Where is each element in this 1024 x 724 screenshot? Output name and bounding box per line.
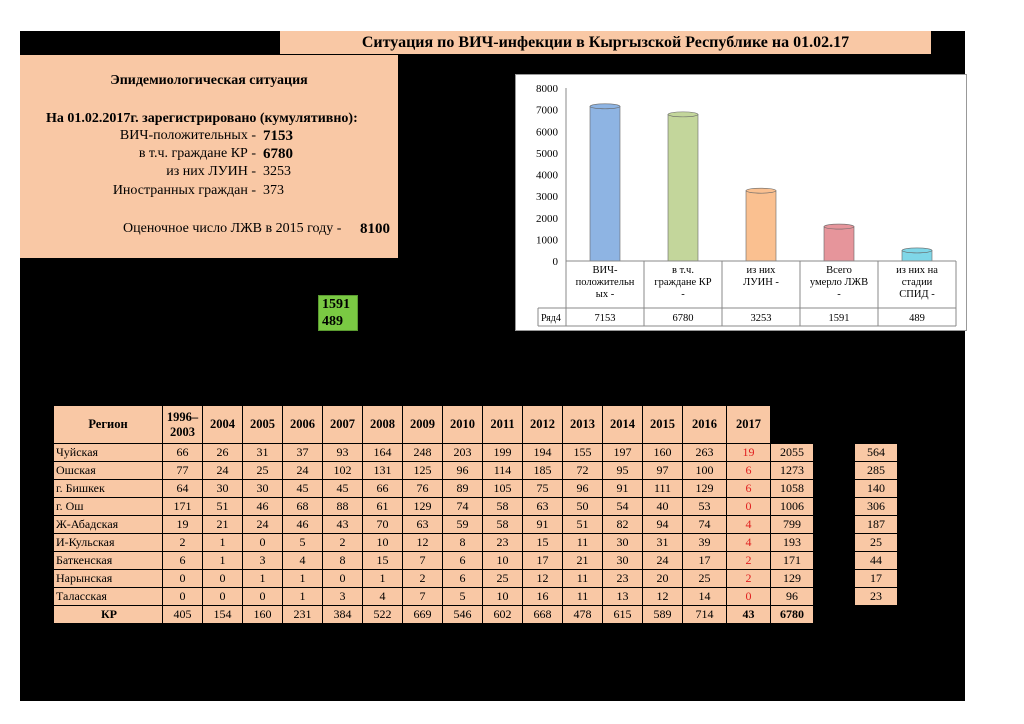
cell-extra <box>855 606 898 624</box>
cell-value: 70 <box>363 516 403 534</box>
cell-value: 30 <box>603 534 643 552</box>
cell-value: 384 <box>323 606 363 624</box>
cell-region: Ж-Абадская <box>54 516 163 534</box>
cell-total: 6780 <box>771 606 814 624</box>
table-row <box>54 570 899 588</box>
cell-value: 50 <box>563 498 603 516</box>
cell-value: 76 <box>403 480 443 498</box>
cell-value: 3 <box>243 552 283 570</box>
header-year: 2004 <box>203 406 243 444</box>
cell-value: 3 <box>323 588 363 606</box>
category-label: ых - <box>595 289 615 300</box>
cell-total: 96 <box>771 588 814 606</box>
cell-value: 164 <box>363 444 403 462</box>
cell-value: 10 <box>483 588 523 606</box>
value-label: 6780 <box>672 313 694 324</box>
bar-top <box>668 112 698 117</box>
value-label: 3253 <box>750 313 772 324</box>
y-tick-label: 1000 <box>536 234 558 247</box>
header-year: 2016 <box>683 406 727 444</box>
cell-value: 405 <box>163 606 203 624</box>
cell-region: Баткенская <box>54 552 163 570</box>
cell-value: 63 <box>403 516 443 534</box>
cell-value: 171 <box>163 498 203 516</box>
cell-value: 602 <box>483 606 523 624</box>
cell-value: 95 <box>603 462 643 480</box>
bar-chart <box>515 74 967 331</box>
cell-total: 1006 <box>771 498 814 516</box>
cell-value: 51 <box>203 498 243 516</box>
cell-value: 185 <box>523 462 563 480</box>
cell-value: 96 <box>443 462 483 480</box>
cell-extra: 306 <box>855 498 898 516</box>
stat-label: из них ЛУИН - <box>166 164 256 179</box>
cell-value: 64 <box>163 480 203 498</box>
cell-extra: 44 <box>855 552 898 570</box>
y-tick-label: 5000 <box>536 147 558 160</box>
cell-value: 1 <box>203 552 243 570</box>
cell-value: 75 <box>523 480 563 498</box>
cell-value: 39 <box>683 534 727 552</box>
cell-value: 43 <box>323 516 363 534</box>
cell-value: 53 <box>683 498 727 516</box>
cell-total: 2055 <box>771 444 814 462</box>
cell-value: 248 <box>403 444 443 462</box>
cell-value: 129 <box>683 480 727 498</box>
cell-total: 171 <box>771 552 814 570</box>
cell-value: 30 <box>603 552 643 570</box>
cell-value: 40 <box>643 498 683 516</box>
cell-value: 59 <box>443 516 483 534</box>
table-row <box>54 498 899 516</box>
header-year: 2005 <box>243 406 283 444</box>
cell-value: 20 <box>643 570 683 588</box>
cell-value: 46 <box>283 516 323 534</box>
highlight-value-2: 489 <box>322 314 343 329</box>
spacer <box>814 516 855 534</box>
cell-value: 589 <box>643 606 683 624</box>
cell-value: 88 <box>323 498 363 516</box>
stat-value: 6780 <box>263 146 293 162</box>
category-label: положительн <box>575 277 635 288</box>
cell-value: 12 <box>403 534 443 552</box>
cell-value: 4 <box>283 552 323 570</box>
header-spacer <box>814 406 855 444</box>
bar-top <box>746 188 776 193</box>
cell-total: 129 <box>771 570 814 588</box>
cell-value: 0 <box>323 570 363 588</box>
cell-value: 194 <box>523 444 563 462</box>
cell-value: 263 <box>683 444 727 462</box>
cell-value: 1 <box>363 570 403 588</box>
cell-value: 94 <box>643 516 683 534</box>
cell-value: 14 <box>683 588 727 606</box>
cell-value: 129 <box>403 498 443 516</box>
header-spacer <box>855 406 898 444</box>
bar-top <box>590 104 620 109</box>
cell-value: 19 <box>727 444 771 462</box>
category-label: СПИД - <box>899 289 935 300</box>
cell-value: 15 <box>523 534 563 552</box>
cell-value: 478 <box>563 606 603 624</box>
value-label: 489 <box>909 313 925 324</box>
header-year: 2015 <box>643 406 683 444</box>
cell-total: 1058 <box>771 480 814 498</box>
cell-value: 58 <box>483 498 523 516</box>
cell-value: 96 <box>563 480 603 498</box>
cell-region: Чуйская <box>54 444 163 462</box>
category-label: из них <box>746 265 776 276</box>
cell-value: 231 <box>283 606 323 624</box>
cell-value: 21 <box>563 552 603 570</box>
spacer <box>814 534 855 552</box>
cell-value: 24 <box>643 552 683 570</box>
cell-value: 6 <box>727 480 771 498</box>
bar-top <box>824 224 854 229</box>
cell-value: 10 <box>363 534 403 552</box>
stat-value: 3253 <box>263 164 291 179</box>
stat-label: в т.ч. граждане КР - <box>138 146 256 161</box>
cell-value: 8 <box>443 534 483 552</box>
page-title: Ситуация по ВИЧ-инфекции в Кыргызской Республике на 01.02.17 <box>280 31 931 54</box>
cell-value: 58 <box>483 516 523 534</box>
cell-extra: 564 <box>855 444 898 462</box>
header-year: 2007 <box>323 406 363 444</box>
cell-value: 51 <box>563 516 603 534</box>
stat-value: 373 <box>263 183 284 198</box>
cell-value: 203 <box>443 444 483 462</box>
cell-region: г. Бишкек <box>54 480 163 498</box>
cell-value: 89 <box>443 480 483 498</box>
stat-label: ВИЧ-положительных - <box>119 128 256 143</box>
cell-value: 66 <box>163 444 203 462</box>
cell-value: 31 <box>243 444 283 462</box>
cell-value: 24 <box>243 516 283 534</box>
table-row <box>54 534 899 552</box>
cell-value: 23 <box>603 570 643 588</box>
cell-value: 46 <box>243 498 283 516</box>
cell-value: 82 <box>603 516 643 534</box>
cell-value: 1 <box>243 570 283 588</box>
bar-chart-svg <box>516 75 966 330</box>
cell-value: 7 <box>403 552 443 570</box>
header-spacer <box>771 406 814 444</box>
cell-value: 54 <box>603 498 643 516</box>
bar <box>590 106 620 261</box>
cell-value: 74 <box>683 516 727 534</box>
cell-value: 2 <box>727 552 771 570</box>
category-label: в т.ч. <box>672 265 694 276</box>
cell-region: Ошская <box>54 462 163 480</box>
cell-value: 546 <box>443 606 483 624</box>
spacer <box>814 480 855 498</box>
category-label: - <box>681 289 685 300</box>
cell-value: 0 <box>243 588 283 606</box>
cell-value: 17 <box>683 552 727 570</box>
cell-extra: 17 <box>855 570 898 588</box>
cell-value: 25 <box>683 570 727 588</box>
cell-region: Таласская <box>54 588 163 606</box>
spacer <box>814 606 855 624</box>
cell-value: 6 <box>443 552 483 570</box>
cell-value: 17 <box>523 552 563 570</box>
cell-region: Нарынская <box>54 570 163 588</box>
cell-value: 0 <box>163 588 203 606</box>
category-label: ВИЧ- <box>592 265 618 276</box>
cell-total: 1273 <box>771 462 814 480</box>
category-label: стадии <box>901 277 933 288</box>
category-label: умерло ЛЖВ <box>809 277 869 288</box>
spacer <box>814 444 855 462</box>
header-spacer <box>898 406 899 444</box>
category-label: - <box>837 289 841 300</box>
cell-value: 13 <box>603 588 643 606</box>
stat-label: Иностранных граждан - <box>112 183 256 198</box>
cell-value: 93 <box>323 444 363 462</box>
cell-value: 155 <box>563 444 603 462</box>
cell-total: 193 <box>771 534 814 552</box>
cell-value: 66 <box>363 480 403 498</box>
cell-value: 2 <box>323 534 363 552</box>
epidemiology-panel <box>20 55 398 258</box>
header-year: 2011 <box>483 406 523 444</box>
cell-value: 6 <box>443 570 483 588</box>
cell-value: 154 <box>203 606 243 624</box>
cell-extra: 187 <box>855 516 898 534</box>
category-label: ЛУИН - <box>743 277 779 288</box>
cell-value: 1 <box>203 534 243 552</box>
category-label: из них на <box>896 265 938 276</box>
y-tick-label: 4000 <box>536 169 558 182</box>
cell-value: 21 <box>203 516 243 534</box>
region-table <box>53 405 899 624</box>
cell-value: 97 <box>643 462 683 480</box>
cell-value: 4 <box>727 516 771 534</box>
cell-value: 16 <box>523 588 563 606</box>
header-year: 2012 <box>523 406 563 444</box>
cell-value: 74 <box>443 498 483 516</box>
cell-value: 2 <box>163 534 203 552</box>
cell-value: 10 <box>483 552 523 570</box>
cell-value: 24 <box>203 462 243 480</box>
bar <box>824 227 854 261</box>
cell-value: 91 <box>603 480 643 498</box>
header-year: 2014 <box>603 406 643 444</box>
cell-value: 0 <box>203 588 243 606</box>
estimate-value: 8100 <box>360 221 390 237</box>
cell-value: 6 <box>727 462 771 480</box>
header-year: 2017 <box>727 406 771 444</box>
cell-value: 0 <box>203 570 243 588</box>
cell-value: 2 <box>727 570 771 588</box>
cell-value: 11 <box>563 570 603 588</box>
table-row <box>54 552 899 570</box>
stat-value: 7153 <box>263 128 293 144</box>
cell-value: 197 <box>603 444 643 462</box>
cell-value: 105 <box>483 480 523 498</box>
cell-region: КР <box>54 606 163 624</box>
cell-value: 0 <box>727 498 771 516</box>
y-tick-label: 6000 <box>536 126 558 139</box>
highlight-value-1: 1591 <box>322 297 350 312</box>
cell-value: 102 <box>323 462 363 480</box>
header-year: 2006 <box>283 406 323 444</box>
cell-value: 37 <box>283 444 323 462</box>
bar-top <box>902 248 932 253</box>
cell-value: 25 <box>483 570 523 588</box>
cell-value: 111 <box>643 480 683 498</box>
highlight-box <box>318 295 358 331</box>
category-label: граждане КР <box>654 277 712 288</box>
cell-value: 160 <box>243 606 283 624</box>
cell-extra: 25 <box>855 534 898 552</box>
cell-value: 4 <box>363 588 403 606</box>
table-row <box>54 588 899 606</box>
cell-value: 24 <box>283 462 323 480</box>
cell-value: 199 <box>483 444 523 462</box>
cell-value: 522 <box>363 606 403 624</box>
cell-value: 125 <box>403 462 443 480</box>
cell-value: 45 <box>283 480 323 498</box>
cell-value: 15 <box>363 552 403 570</box>
cell-extra: 285 <box>855 462 898 480</box>
cell-value: 61 <box>363 498 403 516</box>
cell-region: г. Ош <box>54 498 163 516</box>
cell-value: 72 <box>563 462 603 480</box>
cell-value: 23 <box>483 534 523 552</box>
cell-value: 30 <box>203 480 243 498</box>
spacer <box>814 552 855 570</box>
y-tick-label: 2000 <box>536 212 558 225</box>
cell-value: 0 <box>163 570 203 588</box>
cell-value: 160 <box>643 444 683 462</box>
cell-value: 43 <box>727 606 771 624</box>
spacer <box>814 570 855 588</box>
category-label: Всего <box>826 265 852 276</box>
cell-value: 4 <box>727 534 771 552</box>
header-year: 1996– 2003 <box>163 406 203 444</box>
cell-value: 26 <box>203 444 243 462</box>
table-row <box>54 516 899 534</box>
table-row <box>54 480 899 498</box>
cell-value: 31 <box>643 534 683 552</box>
bar <box>746 191 776 261</box>
y-tick-label: 7000 <box>536 104 558 117</box>
panel-subheading: На 01.02.2017г. зарегистрировано (кумулятивно): <box>46 111 358 126</box>
value-label: 7153 <box>594 313 616 324</box>
spacer <box>814 498 855 516</box>
cell-value: 45 <box>323 480 363 498</box>
cell-extra: 140 <box>855 480 898 498</box>
cell-value: 0 <box>243 534 283 552</box>
cell-total: 799 <box>771 516 814 534</box>
header-year: 2008 <box>363 406 403 444</box>
header-year: 2010 <box>443 406 483 444</box>
cell-value: 12 <box>523 570 563 588</box>
cell-value: 714 <box>683 606 727 624</box>
spacer <box>814 462 855 480</box>
table-row <box>54 444 899 462</box>
cell-value: 0 <box>727 588 771 606</box>
cell-value: 100 <box>683 462 727 480</box>
cell-value: 19 <box>163 516 203 534</box>
cell-value: 5 <box>443 588 483 606</box>
cell-value: 11 <box>563 588 603 606</box>
header-region: Регион <box>54 406 163 444</box>
cell-value: 668 <box>523 606 563 624</box>
cell-value: 114 <box>483 462 523 480</box>
value-label: 1591 <box>828 313 850 324</box>
header-year: 2009 <box>403 406 443 444</box>
cell-value: 7 <box>403 588 443 606</box>
cell-value: 8 <box>323 552 363 570</box>
cell-value: 2 <box>403 570 443 588</box>
cell-value: 5 <box>283 534 323 552</box>
spacer <box>814 588 855 606</box>
header-year: 2013 <box>563 406 603 444</box>
y-tick-label: 3000 <box>536 191 558 204</box>
cell-value: 669 <box>403 606 443 624</box>
cell-extra: 23 <box>855 588 898 606</box>
cell-value: 1 <box>283 570 323 588</box>
cell-value: 63 <box>523 498 563 516</box>
cell-value: 6 <box>163 552 203 570</box>
cell-value: 615 <box>603 606 643 624</box>
cell-value: 68 <box>283 498 323 516</box>
cell-value: 11 <box>563 534 603 552</box>
total-row <box>54 606 899 624</box>
cell-value: 25 <box>243 462 283 480</box>
cell-value: 30 <box>243 480 283 498</box>
cell-value: 91 <box>523 516 563 534</box>
cell-value: 131 <box>363 462 403 480</box>
series-label: Ряд4 <box>541 313 561 324</box>
y-tick-label: 8000 <box>536 83 558 95</box>
bar <box>668 114 698 261</box>
table-row <box>54 462 899 480</box>
cell-value: 77 <box>163 462 203 480</box>
cell-value: 12 <box>643 588 683 606</box>
estimate-label: Оценочное число ЛЖВ в 2015 году - <box>123 221 342 236</box>
cell-value: 1 <box>283 588 323 606</box>
cell-region: И-Кульская <box>54 534 163 552</box>
y-tick-label: 0 <box>552 256 558 268</box>
panel-heading: Эпидемиологическая ситуация <box>110 73 308 88</box>
